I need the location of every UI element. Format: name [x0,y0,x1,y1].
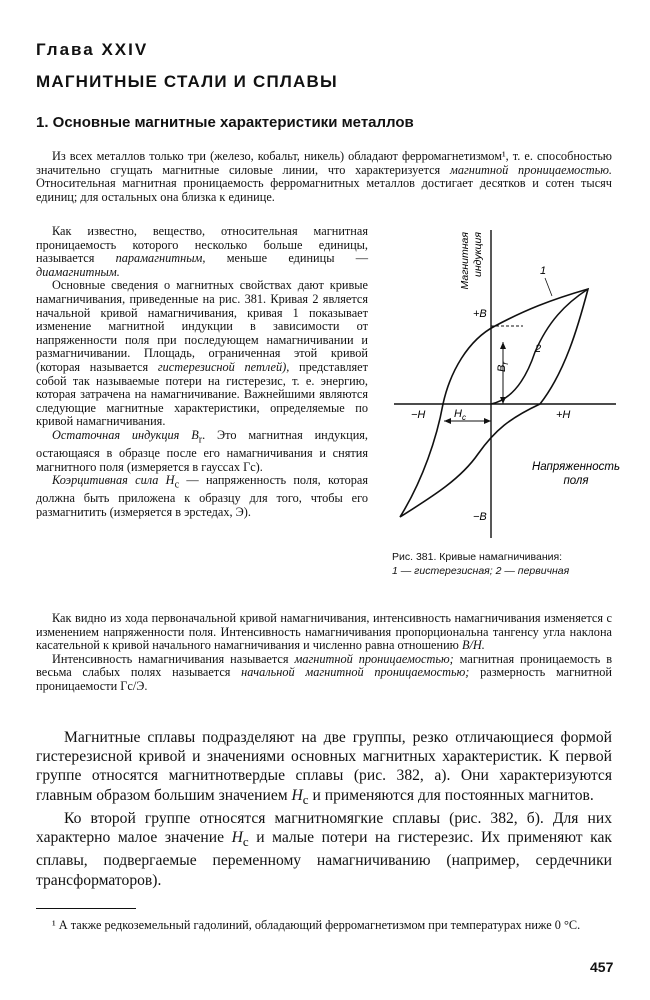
footnote-rule [36,908,136,909]
caption-title: Рис. 381. Кривые намагничивания: [392,551,563,563]
paragraph-coercivity: Коэрцитивная сила $H_c$ — напряженность поля, которая должна быть приложена к образцу для того, чтобы его размагнитить (измеряется в эрстедах, Э). [36,473,368,519]
hc-label: $H_c$ [454,408,466,422]
left-column [36,225,368,519]
minus-b-label: −B [473,511,487,523]
y-axis-label-2: индукция [472,232,484,277]
x-axis-label-1: Напряженность [531,461,621,473]
x-axis-label-2: поля [563,475,589,487]
paragraph-remanence: Остаточная индукция $B_r$. Это магнитная индукция, остающаяся в образце после его намагничивания и снятия магнитного поля (измеряется в гауссах Гс). [36,427,369,474]
plus-h-label: +H [556,409,571,421]
paragraph-groups: Магнитные сплавы подразделяют на две группы, резко отличающиеся формой гистерезисной кривой и значениями основных магнитных характеристик. К первой группе относятся магнитнотвердые сплавы (рис. 382, а). Они характеризуются главным образом большим значением $H_c$ и применяются для постоянных магнитов. [36,729,612,807]
plus-b-label: +B [473,308,487,320]
chapter-title: МАГНИТНЫЕ СТАЛИ И СПЛАВЫ [36,72,338,91]
hysteresis-figure [380,222,630,544]
y-axis-label-1: Магнитная [459,232,471,290]
footnote: ¹ А также редкоземельный гадолиний, обладающий ферромагнетизмом при температурах ниже 0 °С. [52,918,581,932]
small-paragraphs [36,612,612,694]
paragraph-paramagnetic: Как известно, вещество, относительная магнитная проницаемость которого несколько больше единицы, называется парамагнитным, меньше единицы — диамагнитным. [36,224,369,279]
paragraph-curves: Основные сведения о магнитных свойствах дают кривые намагничивания, приведенные на рис. 381. Кривая 2 является начальной кривой намагничивания, кривая 1 показывает изменение магнитной индукции в зависимости от напряженности поля при последующем намагничивании и размагничивании. Площадь, ограниченная этой кривой (которая называется гистерезисной петлей), представляет собой так называемые потери на гистерезис, т. е. энергию, которая затрачена на намагничивание. Важнейшими являются следующие магнитные характеристики, определяемые по кривой намагничивания. [36,278,368,429]
intro-paragraph: Из всех металлов только три (железо, кобальт, никель) обладают ферромагнетизмом¹, т. е. способностью значительно сгущать магнитные силовые линии, что характеризуется магнитной проницаемостью. Относительная магнитная проницаемость ферромагнитных металлов достигает десятков и сотен тысяч единиц; для остальных она близка к единице. [36,149,612,204]
page-number: 457 [590,959,614,975]
caption-items: 1 — гистерезисная; 2 — первичная [392,565,570,577]
section-heading: 1. Основные магнитные характеристики металлов [36,114,414,131]
paragraph-intensity: Как видно из хода первоначальной кривой намагничивания, интенсивность намагничивания изменяется с изменением напряженности поля. Интенсивность намагничивания пропорциональна тангенсу угла наклона касательной к кривой начального намагничивания и численно равна отношению B/H. [36,611,612,653]
main-body [36,728,612,890]
br-label: $B_r$ [496,361,510,372]
figure-caption [392,550,620,578]
curve-2-label: 2 [535,343,542,355]
paragraph-soft: Ко второй группе относятся магнитномягкие сплавы (рис. 382, б). Для них характерно малое значение $H_c$ и малые потери на гистерезис. Их применяют как сплавы, подвергаемые переменному намагничиванию (например, сердечники трансформаторов). [36,809,612,889]
minus-h-label: −H [411,409,426,421]
curve-1-label: 1 [540,265,547,277]
paragraph-permeability: Интенсивность намагничивания называется магнитной проницаемостью; магнитная проницаемость в весьма слабых полях называется начальной магнитной проницаемостью; размерность магнитной проницаемости Гс/Э. [36,651,613,693]
chapter-heading: Глава XXIV [36,40,149,59]
